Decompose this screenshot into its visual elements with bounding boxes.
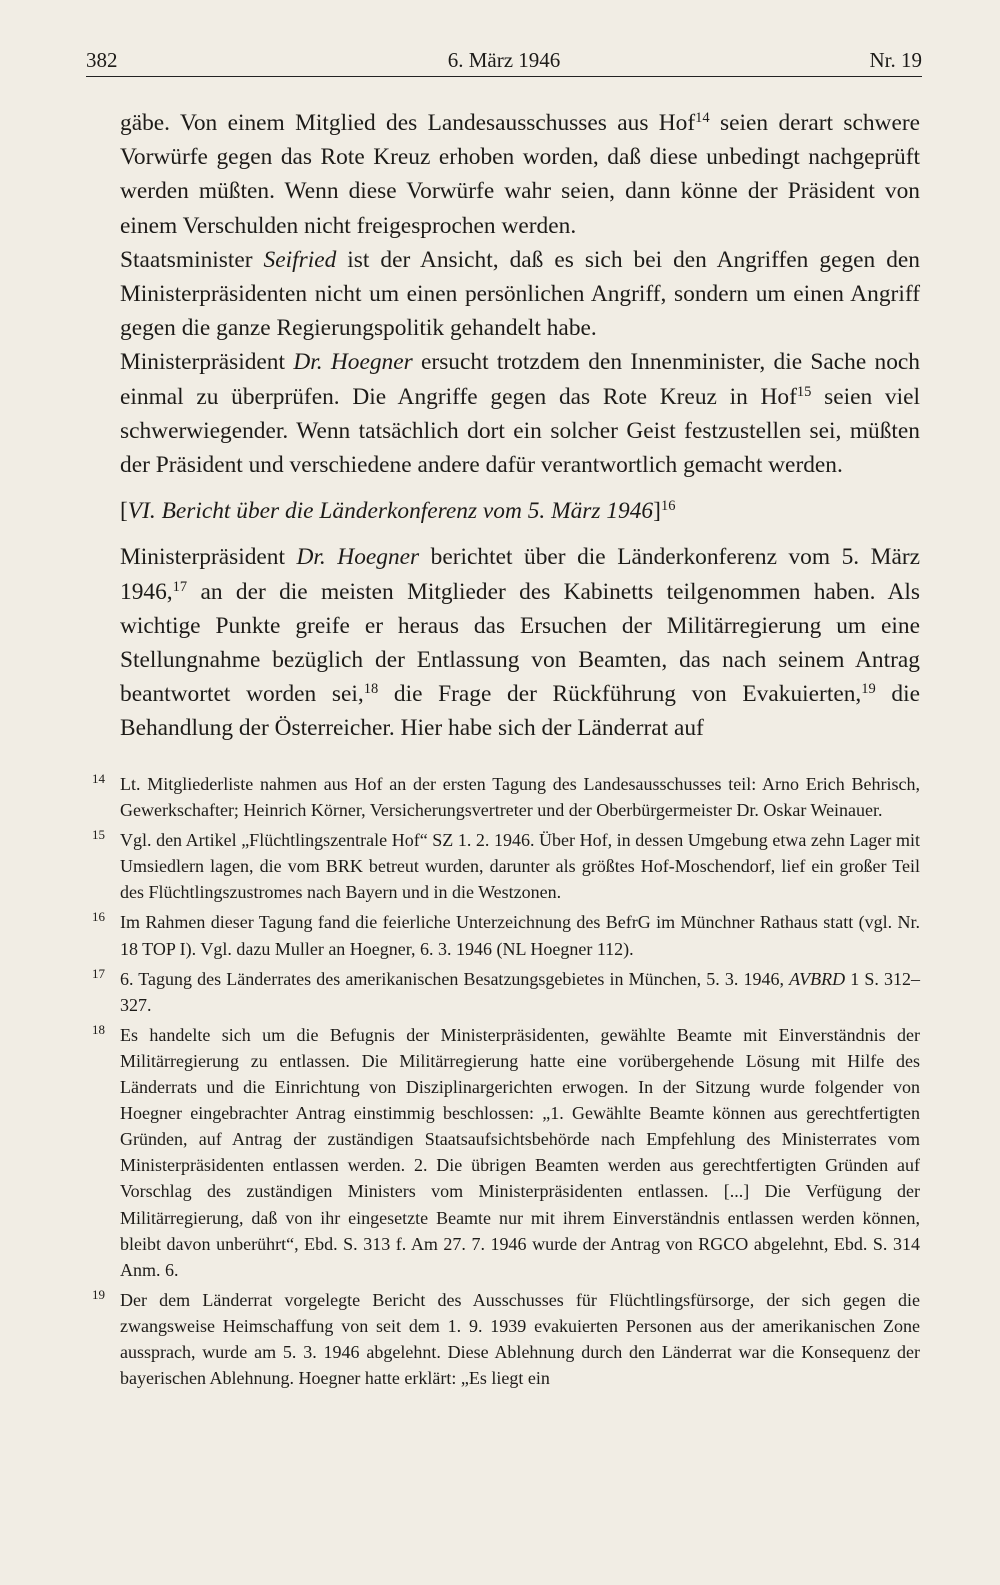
document-number: Nr. 19 — [869, 48, 922, 72]
main-text — [120, 106, 920, 746]
section-title: VI. Bericht über die Länderkonferenz vom 5. März 1946 — [127, 498, 654, 525]
footnote-ref-17: 17 — [172, 578, 188, 595]
bracket-close: ] — [653, 498, 661, 525]
footnote-text: 6. Tagung des Länderrates des amerikanischen Besatzungsgebietes in München, 5. 3. 1946, — [120, 968, 790, 989]
text-run: berichtet über die Länderkonferenz vom 5. März 1946, — [120, 544, 920, 605]
footnote-17 — [92, 965, 920, 1018]
text-run: die Frage der Rückführung von Evakuierten, — [378, 681, 862, 708]
footnote-number: 17 — [92, 965, 105, 981]
bracket-open: [ — [120, 498, 128, 525]
footnote-ref-18: 18 — [363, 681, 379, 698]
text-run: gäbe. Von einem Mitglied des Landesausschusses aus Hof — [120, 110, 696, 136]
footnote-text: Im Rahmen dieser Tagung fand die feierliche Unterzeichnung des BefrG im Münchner Rathaus statt (vgl. Nr. 18 TOP I). Vgl. dazu Muller an Hoegner, 6. 3. 1946 (NL Hoegner 112). — [120, 912, 920, 959]
footnote-14 — [92, 771, 920, 823]
footnote-ref-15: 15 — [796, 383, 812, 400]
text-run: Ministerpräsident — [120, 349, 294, 376]
footnote-number: 18 — [92, 1021, 105, 1037]
source-abbreviation: AVBRD — [789, 968, 846, 989]
footnotes — [92, 771, 920, 1395]
text-run: ist der Ansicht, daß es sich bei den Angriffen gegen den Ministerpräsidenten nicht um einen persönlichen Angriff, sondern um einen Angriff gegen die ganze Regierungspolitik gehandelt habe. — [120, 246, 920, 342]
footnote-19 — [92, 1286, 920, 1391]
footnote-15 — [92, 827, 920, 905]
text-run: seien viel schwerwiegender. Wenn tatsächlich dort ein solcher Geist festzustellen sei, müßten der Präsident und verschiedene andere dafür verantwortlich gemacht werden. — [120, 383, 920, 479]
text-run: ersucht trotzdem den Innenminister, die Sache noch einmal zu überprüfen. Die Angriffe gegen das Rote Kreuz in Hof — [120, 349, 920, 410]
paragraph-1 — [120, 106, 920, 243]
footnote-text: Lt. Mitgliederliste nahmen aus Hof an der ersten Tagung des Landesausschusses teil: Arno Erich Behrisch, Gewerkschafter; Heinrich Körner, Versicherungsvertreter und der Oberbürgermeister Dr. Oskar Weinauer. — [120, 774, 920, 821]
text-run: die Behandlung der Österreicher. Hier habe sich der Länderrat auf — [120, 681, 920, 742]
footnote-text: Es handelte sich um die Befugnis der Ministerpräsidenten, gewählte Beamte mit Einverständnis der Militärregierung zu entlassen. Die Militärregierung hatte eine vorübergehende Lösung mit Hilfe des Länderrats und die Einrichtung von Disziplinargerichten erwogen. In der Sitzung wurde folgender von Hoegner eingebrachter Antrag einstimmig beschlossen: „1. Gewählte Beamte können aus gerechtfertigten Gründen, auf Antrag der zuständigen Staatsaufsichtsbehörde nach Empfehlung des Ministerrates vom Ministerpräsidenten entlassen werden. 2. Die übrigen Beamten werden aus gerechtfertigten Gründen auf Vorschlag des zuständigen Ministers vom Ministerpräsidenten entlassen. [...] Die Verfügung der Militärregierung, daß von ihr eingesetzte Beamte nur mit ihrem Einverständnis entlassen werden können, bleibt davon unberührt“, Ebd. S. 313 f. Am 27. 7. 1946 wurde der Antrag von RGCO abgelehnt, Ebd. S. 314 Anm. 6. — [120, 1024, 920, 1280]
footnote-number: 15 — [92, 827, 105, 843]
footnote-ref-14: 14 — [695, 110, 710, 127]
footnote-ref-16: 16 — [660, 498, 676, 515]
paragraph-2 — [120, 243, 920, 346]
speaker-name: Seifried — [263, 246, 337, 273]
speaker-name: Dr. Hoegner — [293, 349, 413, 376]
speaker-name: Dr. Hoegner — [296, 544, 420, 571]
footnote-number: 19 — [92, 1286, 105, 1302]
text-run: an der die meisten Mitglieder des Kabinetts teilgenommen haben. Als wichtige Punkte greife er heraus das Ersuchen der Militärregierung um eine Stellungnahme bezüglich der Entlassung von Beamten, das nach seinem Antrag beantwortet worden sei, — [120, 578, 920, 708]
footnote-ref-19: 19 — [861, 681, 876, 698]
running-header — [86, 44, 922, 77]
footnote-number: 16 — [92, 909, 105, 925]
section-heading — [120, 494, 920, 528]
text-run: Staatsminister — [120, 246, 264, 273]
footnote-number: 14 — [92, 771, 105, 786]
text-run: seien derart schwere Vorwürfe gegen das Rote Kreuz erhoben worden, daß diese unbedingt nachgeprüft werden müßten. Wenn diese Vorwürfe wahr seien, dann könne der Präsident von einem Verschulden nicht freigesprochen werden. — [120, 110, 920, 239]
footnote-16 — [92, 909, 920, 961]
text-run: Ministerpräsident — [120, 544, 297, 571]
footnote-18 — [92, 1021, 920, 1283]
header-date: 6. März 1946 — [447, 48, 561, 72]
paragraph-4 — [120, 540, 920, 745]
footnote-text: 1 S. 312–327. — [120, 968, 920, 1015]
page-number: 382 — [86, 48, 118, 72]
paragraph-3 — [120, 345, 920, 482]
footnote-text: Der dem Länderrat vorgelegte Bericht des Ausschusses für Flüchtlingsfürsorge, der sich gegen die zwangsweise Heimschaffung von seit dem 1. 9. 1939 evakuierten Personen aus der amerikanischen Zone aussprach, wurde am 5. 3. 1946 abgelehnt. Diese Ablehnung durch den Länderrat war die Konsequenz der bayerischen Ablehnung. Hoegner hatte erklärt: „Es liegt ein — [120, 1289, 920, 1389]
footnote-text: Vgl. den Artikel „Flüchtlingszentrale Hof“ SZ 1. 2. 1946. Über Hof, in dessen Umgebung etwa zehn Lager mit Umsiedlern lagen, die vom BRK betreut wurden, darunter als größtes Hof-Moschendorf, lief ein großer Teil des Flüchtlingszustromes nach Bayern und in die Westzonen. — [120, 830, 920, 903]
